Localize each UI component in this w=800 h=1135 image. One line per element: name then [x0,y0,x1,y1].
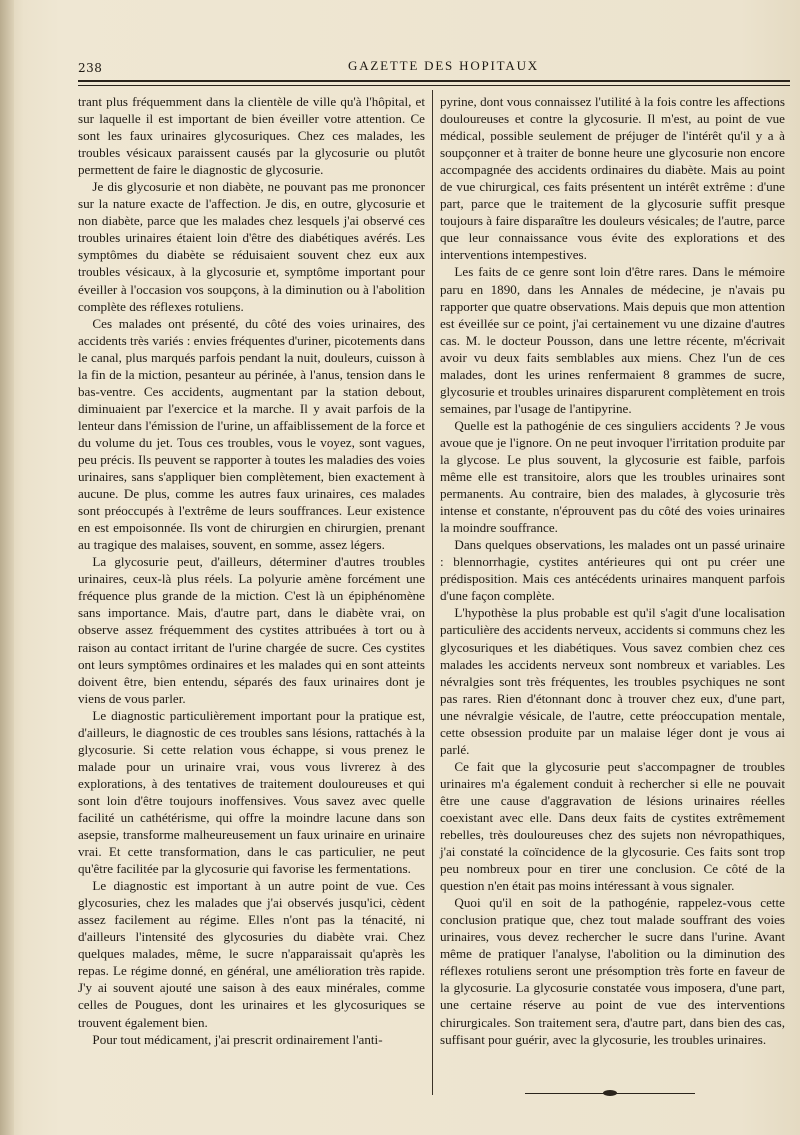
paragraph: Quoi qu'il en soit de la pathogénie, rappelez-vous cette conclusion pratique que, chez tout malade souffrant des voies urinaires, vous devez rechercher le sucre dans l'urine. Avant même de pratiquer l'analyse, l'abolition ou la diminution des réflexes rotuliens seront une présomption très forte en faveur de la glycosurie. La glycosurie constatée vous imposera, d'une part, une certaine réserve au point de vue des interventions chirurgicales. Son traitement sera, d'autre part, dans bien des cas, suffisant pour guérir, avec la glycosurie, les troubles urinaires. [440,895,785,1047]
paragraph: Ces malades ont présenté, du côté des voies urinaires, des accidents très variés : envies fréquentes d'uriner, picotements dans le canal, plus marqués parfois pendant la nuit, douleurs, cuisson à la fin de la miction, pesanteur au périnée, à l'anus, tension dans le bas-ventre. Ces accidents, augmentant par la station debout, diminuaient par l'exercice et la marche. Il y avait parfois de la lenteur dans l'émission de l'urine, un affaiblissement de la force et du volume du jet. Tous ces troubles, vous le voyez, sont vagues, peu précis. Ils peuvent se rapporter à toutes les maladies des voies urinaires, sans s'appliquer bien complètement, bien exactement à aucune. De plus, comme les autres faux urinaires, ces malades sont préoccupés à l'extrême de leurs souffrances. Leur existence en est empoisonnée. Ils vont de chirurgien en chirurgien, prenant au tragique des malaises, souvent, en somme, assez légers. [78,315,425,553]
end-ornament [525,1087,695,1099]
left-column [78,93,425,1048]
page-number: 238 [78,61,103,75]
header-rule-thick [78,80,790,82]
paragraph: Quelle est la pathogénie de ces singuliers accidents ? Je vous avoue que je l'ignore. On ne peut invoquer l'irritation produite par la glycose. Le plus souvent, la glycosurie est faible, parfois même elle est transitoire, alors que les troubles urinaires sont permanents. Au contraire, bien des malades, à glycosurie très intense et constante, n'éprouvent pas du côté des voies urinaires la moindre souffrance. [440,417,785,536]
journal-title: GAZETTE DES HOPITAUX [348,58,539,73]
paragraph: Le diagnostic particulièrement important pour la pratique est, d'ailleurs, le diagnostic de ces troubles sans lésions, rattachés à la glycosurie. Si cette relation vous échappe, si vous prenez le malade pour un urinaire vrai, vous vous livrerez à des explorations, à des tentatives de traitement douloureuses et qui sont loin d'être toujours inoffensives. Vous savez avec quelle facilité un cathétérisme, qui offre la moindre lacune dans son asepsie, transforme malheureusement un faux urinaire en urinaire vrai. Et cette transformation, dans le cas particulier, ne peut qu'être facilitée par la glycosurie qui favorise les fermentations. [78,707,425,877]
paragraph: Les faits de ce genre sont loin d'être rares. Dans le mémoire paru en 1890, dans les Annales de médecine, je n'avais pu rapporter que quatre observations. Mais depuis que mon attention est éveillée sur ce point, j'ai certainement vu une dizaine d'autres cas. M. le docteur Pousson, dans une lettre récente, m'écrivait avoir vu deux faits semblables aux miens. Chez l'un de ces malades, dont les urines renfermaient 8 grammes de sucre, glycosurie et troubles urinaires disparurent complètement en trois semaines, par l'usage de l'antipyrine. [440,264,785,416]
page-spine-shadow [0,0,14,1135]
column-divider [432,90,433,1095]
right-column [440,93,785,1048]
paragraph: L'hypothèse la plus probable est qu'il s'agit d'une localisation particulière des accidents nerveux, accidents si communs chez les glycosuriques et les diabétiques. Vous savez combien chez ces malades les accidents nerveux sont nombreux et variables. Les névralgies sont très fréquentes, les troubles psychiques ne sont pas rares. Rien d'étonnant donc à trouver chez eux, d'une part, une névralgie vésicale, de l'autre, cette préoccupation mentale, cette obsession produite par un malaise léger dont je vous ai parlé. [440,605,785,757]
paragraph: Dans quelques observations, les malades ont un passé urinaire : blennorrhagie, cystites antérieures qui ont pu créer une prédisposition. Mais ces antécédents urinaires manquent parfois d'une façon complète. [440,537,785,604]
paragraph: La glycosurie peut, d'ailleurs, déterminer d'autres troubles urinaires, ceux-là plus réels. La polyurie amène forcément une fréquence plus grande de la miction. C'est là un épiphénomène sans importance. Mais, d'autre part, dans le diabète vrai, on observe assez fréquemment des cystites attribuées à tort ou à raison au contact irritant de l'urine chargée de sucre. Ces cystites ont leurs symptômes ordinaires et les malades qui en sont atteints doivent être, bien entendu, séparés des faux urinaires dont je viens de vous parler. [78,554,425,706]
ornament-dot [603,1090,617,1096]
paragraph: Ce fait que la glycosurie peut s'accompagner de troubles urinaires m'a également conduit à rechercher si elle ne pouvait être une cause d'aggravation de lésions urinaires réelles coexistant avec elle. Dans deux faits de cystites extrêmement rebelles, très douloureuses chez des sujets non névropathiques, j'ai constaté la coïncidence de la glycosurie. Ces faits sont trop peu nombreux pour en tirer une conclusion. Ce côté de la question n'en était pas moins intéressant à vous signaler. [440,758,785,894]
paragraph: Je dis glycosurie et non diabète, ne pouvant pas me prononcer sur la nature exacte de l'affection. Je dis, en outre, glycosurie et non diabète, parce que les malades chez lesquels j'ai observé ces troubles urinaires étaient loin d'être des diabétiques avérés. Les symptômes du diabète se réduisaient souvent chez eux aux troubles vésicaux, à la glycosurie et, symptôme important pour éveiller à l'occasion vos soupçons, à la diminution ou à l'abolition complète des réflexes rotuliens. [78,179,425,314]
header-rule-thin [78,85,790,86]
page-header [78,58,790,80]
paragraph: pyrine, dont vous connaissez l'utilité à la fois contre les affections douloureuses et contre la glycosurie. Il m'est, au point de vue médical, possible seulement de préjuger de l'intérêt qu'il y a à soupçonner et à traiter de bonne heure une glycosurie non encore accompagnée des accidents ordinaires du diabète. Mais au point de vue chirurgical, ces faits présentent un intérêt extrême : d'une part, parce que le traitement de la glycosurie suffit presque toujours à faire disparaître les douleurs vésicales; de l'autre, parce que leur connaissance vous évite des explorations et des interventions intempestives. [440,94,785,263]
paragraph: trant plus fréquemment dans la clientèle de ville qu'à l'hôpital, et sur laquelle il est important de bien éveiller votre attention. Ce sont les faux urinaires glycosuriques. Chez ces malades, les troubles vésicaux paraissent causés par la glycosurie ou plutôt permettent de faire le diagnostic de glycosurie. [78,94,425,178]
paragraph: Le diagnostic est important à un autre point de vue. Ces glycosuries, chez les malades que j'ai observés jusqu'ici, cèdent assez facilement au régime. Elles n'ont pas la ténacité, ni d'ailleurs l'intensité des glycosuries du diabète vrai. Chez quelques malades, même, le sucre n'apparaissait qu'après les repas. Le régime donné, en général, une amélioration très rapide. J'y ai souvent ajouté une saison à des eaux minérales, comme celles de Pougues, dont les urinaires et les glycosuriques se trouvent également bien. [78,878,425,1030]
paragraph: Pour tout médicament, j'ai prescrit ordinairement l'anti- [92,1031,383,1047]
